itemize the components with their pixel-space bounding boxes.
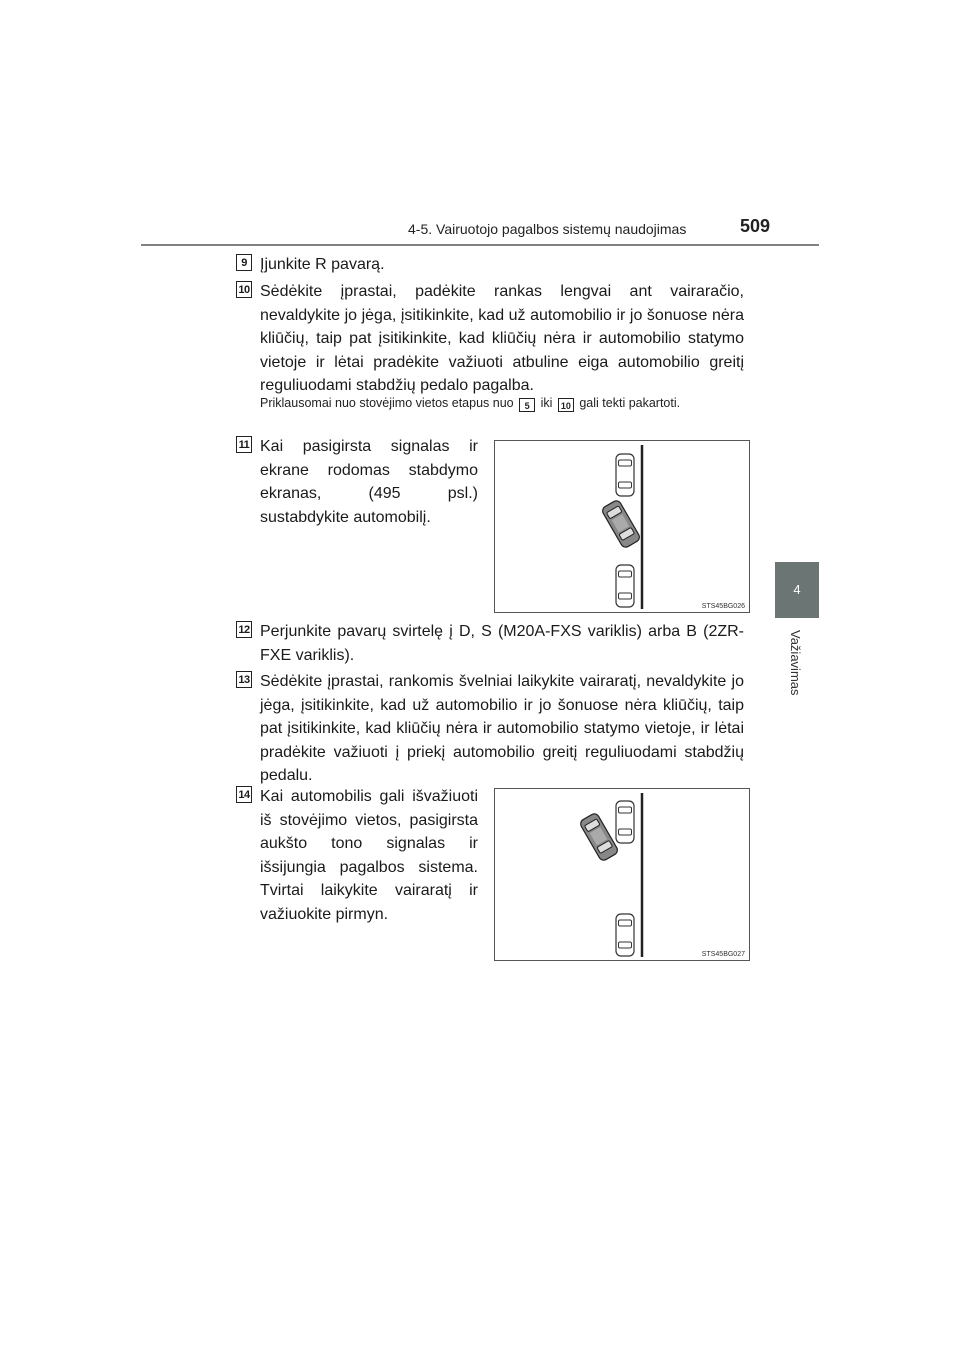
step-number-13: 13: [236, 671, 252, 688]
step-text-11: Kai pasigirsta signalas ir ekrane rodomas stabdymo ekranas, (495 psl.) sustabdykite automobilį.: [260, 438, 478, 526]
note-ref-to: 10: [558, 398, 574, 412]
maneuvering-car-1: [601, 499, 641, 549]
step-text-12: Perjunkite pavarų svirtelę į D, S (M20A-FXS variklis) arba B (2ZR-FXE variklis).: [260, 623, 744, 664]
parking-illustration-2: [495, 789, 749, 960]
step-text-13: Sėdėkite įprastai, rankomis švelniai laikykite vairaratį, nevaldykite jo jėga, įsitikinkite, kad už automobilio ir jo šonuose nėra kliūčių, taip pat įsitikinkite, kad kliūčių nėra ir automobilio statymo vietoje, ir lėtai pradėkite važiuoti į priekį automobilio greitį reguliuodami stabdžių pedalu.: [260, 673, 744, 784]
step-number-12: 12: [236, 621, 252, 638]
repeat-note: [260, 396, 744, 412]
header-divider: [141, 244, 819, 246]
figure-code-2: STS45BG027: [701, 951, 745, 958]
parked-car-rear-1: [616, 565, 634, 607]
parked-car-front-2: [616, 801, 634, 843]
chapter-number: 4: [793, 582, 801, 597]
step-text-9: Įjunkite R pavarą.: [260, 256, 385, 273]
parking-figure-2: [494, 788, 750, 961]
chapter-tab: [775, 562, 819, 618]
step-text-14: Kai automobilis gali išvažiuoti iš stovėjimo vietos, pasigirsta aukšto tono signalas ir išsijungia pagalbos sistema. Tvirtai laikykite vairaratį ir važiuokite pirmyn.: [260, 788, 478, 923]
figure-code-1: STS45BG026: [701, 603, 745, 610]
page-number: 509: [740, 216, 771, 236]
parking-figure-1: [494, 440, 750, 613]
section-title: 4-5. Vairuotojo pagalbos sistemų naudojimas: [408, 221, 687, 237]
parking-illustration-1: [495, 441, 749, 612]
step-text-10: Sėdėkite įprastai, padėkite rankas lengvai ant vairaračio, nevaldykite jo jėga, įsitikinkite, kad už automobilio ir jo šonuose nėra kliūčių, taip pat įsitikinkite, kad kliūčių nėra ir automobilio statymo vietoje ir lėtai pradėkite važiuoti atbuline eiga automobilio greitį reguliuodami stabdžių pedalo pagalba.: [260, 283, 744, 394]
step-number-14: 14: [236, 786, 252, 803]
note-text-before: Priklausomai nuo stovėjimo vietos etapus nuo: [260, 396, 514, 410]
note-text-after: gali tekti pakartoti.: [579, 396, 681, 410]
step-number-9: 9: [236, 254, 252, 271]
step-number-11: 11: [236, 436, 252, 453]
leaving-car-2: [579, 812, 619, 862]
chapter-name: Važiavimas: [788, 630, 803, 696]
parked-car-front-1: [616, 454, 634, 496]
parked-car-rear-2: [616, 914, 634, 956]
step-number-10: 10: [236, 281, 252, 298]
note-ref-from: 5: [519, 398, 535, 412]
note-text-middle: iki: [540, 396, 553, 410]
